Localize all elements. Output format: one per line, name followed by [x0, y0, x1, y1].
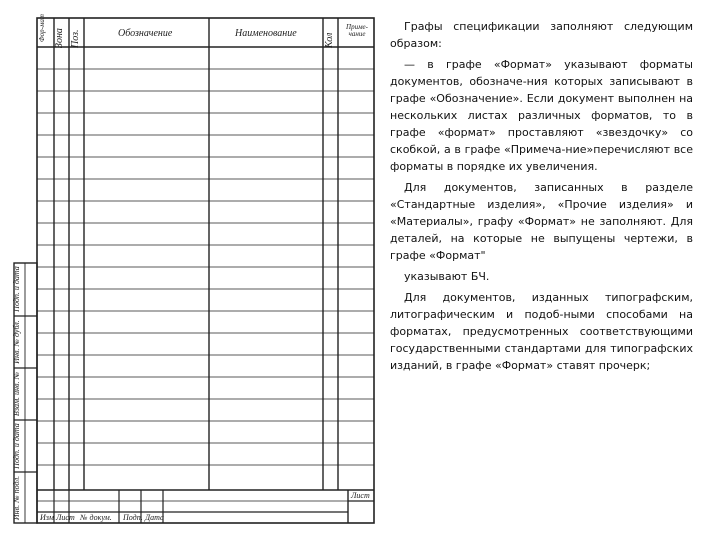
paragraph-printed-docs: Для документов, изданных типографским, литографическим и подоб-ными способами на форматах, предусмотренных соответствующими государственными стандартами для типографских изданий, в графе «Формат» ставят прочерк;	[390, 291, 693, 372]
title-change-label: Изм	[40, 513, 54, 522]
title-date-label: Дата	[145, 513, 164, 522]
paragraph-standard-items: Для документов, записанных в разделе «Стандартные изделия», «Прочие изделия» и «Материалы», графу «Формат» не заполняют. Для деталей, на которые не выпущены чертежи, в графе «Формат"	[390, 181, 693, 262]
header-designation: Обозначение	[118, 28, 173, 39]
header-quantity: Кол	[324, 32, 335, 48]
side-label-sign-date-2: Подп. и дата	[12, 423, 21, 469]
title-doc-no-label: № докум.	[80, 513, 112, 522]
paragraph-format-rule: — в графе «Формат» указывают форматы документов, обозначе-ния которых записывают в графе «Обозначение». Если документ выполнен на нескольких листах различных форматов, то в графе «формат» проставляют «звездочку» со скобкой, а в графе «Примеча-ние»перечисляют все форматы в порядке их увеличения.	[390, 58, 693, 173]
side-label-sign-date-1: Подп. и дата	[12, 266, 21, 312]
title-sheet-short-label: Лист	[56, 513, 75, 522]
side-label-replace-inv: Взам. инв. №	[12, 371, 21, 417]
header-note: Приме-чание	[346, 23, 368, 39]
side-label-orig-inv: Инв. № подл.	[12, 475, 21, 521]
header-zone: Зона	[54, 28, 65, 48]
header-position: Поз.	[70, 29, 81, 48]
title-sheet-label: Лист	[351, 491, 370, 500]
title-signature-label: Подп.	[123, 513, 143, 522]
side-label-dup-inv: Инв. № дубл.	[12, 320, 21, 364]
paragraph-intro: Графы спецификации заполняют следующим образом:	[390, 20, 693, 50]
paragraph-bch: указывают БЧ.	[404, 270, 490, 283]
description-text	[390, 18, 693, 378]
header-format: Фор-мат	[38, 14, 46, 42]
header-name: Наименование	[235, 28, 297, 39]
